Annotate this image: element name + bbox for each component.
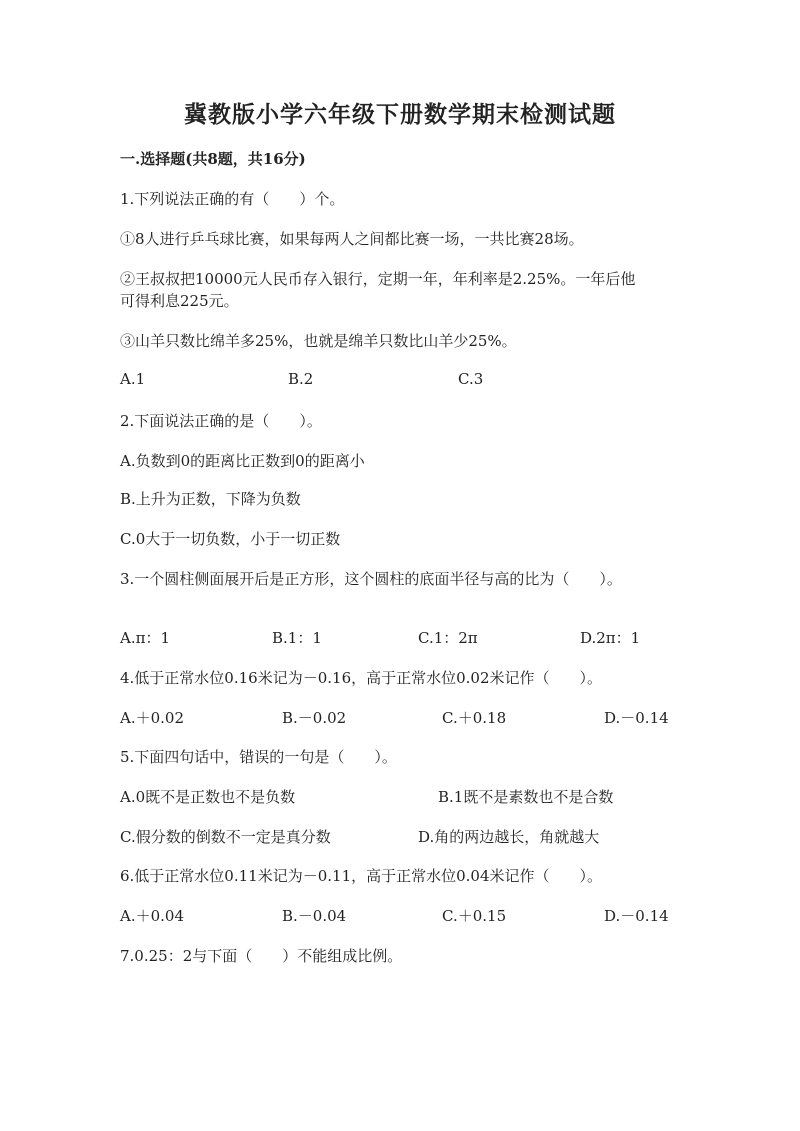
question-5-option-a: A.0既不是正数也不是负数 <box>120 788 296 806</box>
question-1-option-c: C.3 <box>458 370 484 388</box>
question-6-option-a: A.＋0.04 <box>120 907 184 925</box>
question-6-option-b: B.－0.04 <box>282 907 347 925</box>
question-4-stem: 4.低于正常水位0.16米记为－0.16，高于正常水位0.02米记作（ ）。 <box>120 669 603 687</box>
question-4-option-c: C.＋0.18 <box>442 709 507 727</box>
question-5-option-b: B.1既不是素数也不是合数 <box>438 788 614 806</box>
section-heading: 一.选择题(共8题，共16分) <box>120 150 306 168</box>
question-1-option-a: A.1 <box>120 370 146 388</box>
question-2-option-c: C.0大于一切负数，小于一切正数 <box>120 530 341 548</box>
question-1-stem: 1.下列说法正确的有（ ）个。 <box>120 190 345 208</box>
question-7-stem: 7.0.25：2与下面（ ）不能组成比例。 <box>120 947 403 965</box>
question-3-option-d: D.2π：1 <box>580 629 641 647</box>
question-2-option-a: A.负数到0的距离比正数到0的距离小 <box>120 452 365 470</box>
question-5-option-d: D.角的两边越长，角就越大 <box>418 828 600 846</box>
question-4-option-a: A.＋0.02 <box>120 709 184 727</box>
question-3-stem: 3.一个圆柱侧面展开后是正方形，这个圆柱的底面半径与高的比为（ ）。 <box>120 570 622 588</box>
question-3-option-a: A.π：1 <box>120 629 171 647</box>
question-2-stem: 2.下面说法正确的是（ ）。 <box>120 412 322 430</box>
question-5-option-c: C.假分数的倒数不一定是真分数 <box>120 828 331 846</box>
question-1-statement-3: ③山羊只数比绵羊多25%，也就是绵羊只数比山羊少25%。 <box>120 332 517 350</box>
question-1-option-b: B.2 <box>288 370 314 388</box>
question-1-statement-2-line-2: 可得利息225元。 <box>120 292 239 310</box>
question-1-statement-2-line-1: ②王叔叔把10000元人民币存入银行，定期一年，年利率是2.25%。一年后他 <box>120 270 636 288</box>
question-4-option-d: D.－0.14 <box>604 709 669 727</box>
question-1-statement-1: ①8人进行乒乓球比赛，如果每两人之间都比赛一场，一共比赛28场。 <box>120 230 584 248</box>
question-2-option-b: B.上升为正数，下降为负数 <box>120 490 301 508</box>
question-3-option-c: C.1：2π <box>418 629 478 647</box>
question-6-stem: 6.低于正常水位0.11米记为－0.11，高于正常水位0.04米记作（ ）。 <box>120 867 603 885</box>
question-5-stem: 5.下面四句话中，错误的一句是（ ）。 <box>120 748 397 766</box>
question-6-option-c: C.＋0.15 <box>442 907 507 925</box>
question-3-option-b: B.1：1 <box>272 629 322 647</box>
question-6-option-d: D.－0.14 <box>604 907 669 925</box>
page-title: 冀教版小学六年级下册数学期末检测试题 <box>184 101 616 128</box>
question-4-option-b: B.－0.02 <box>282 709 347 727</box>
